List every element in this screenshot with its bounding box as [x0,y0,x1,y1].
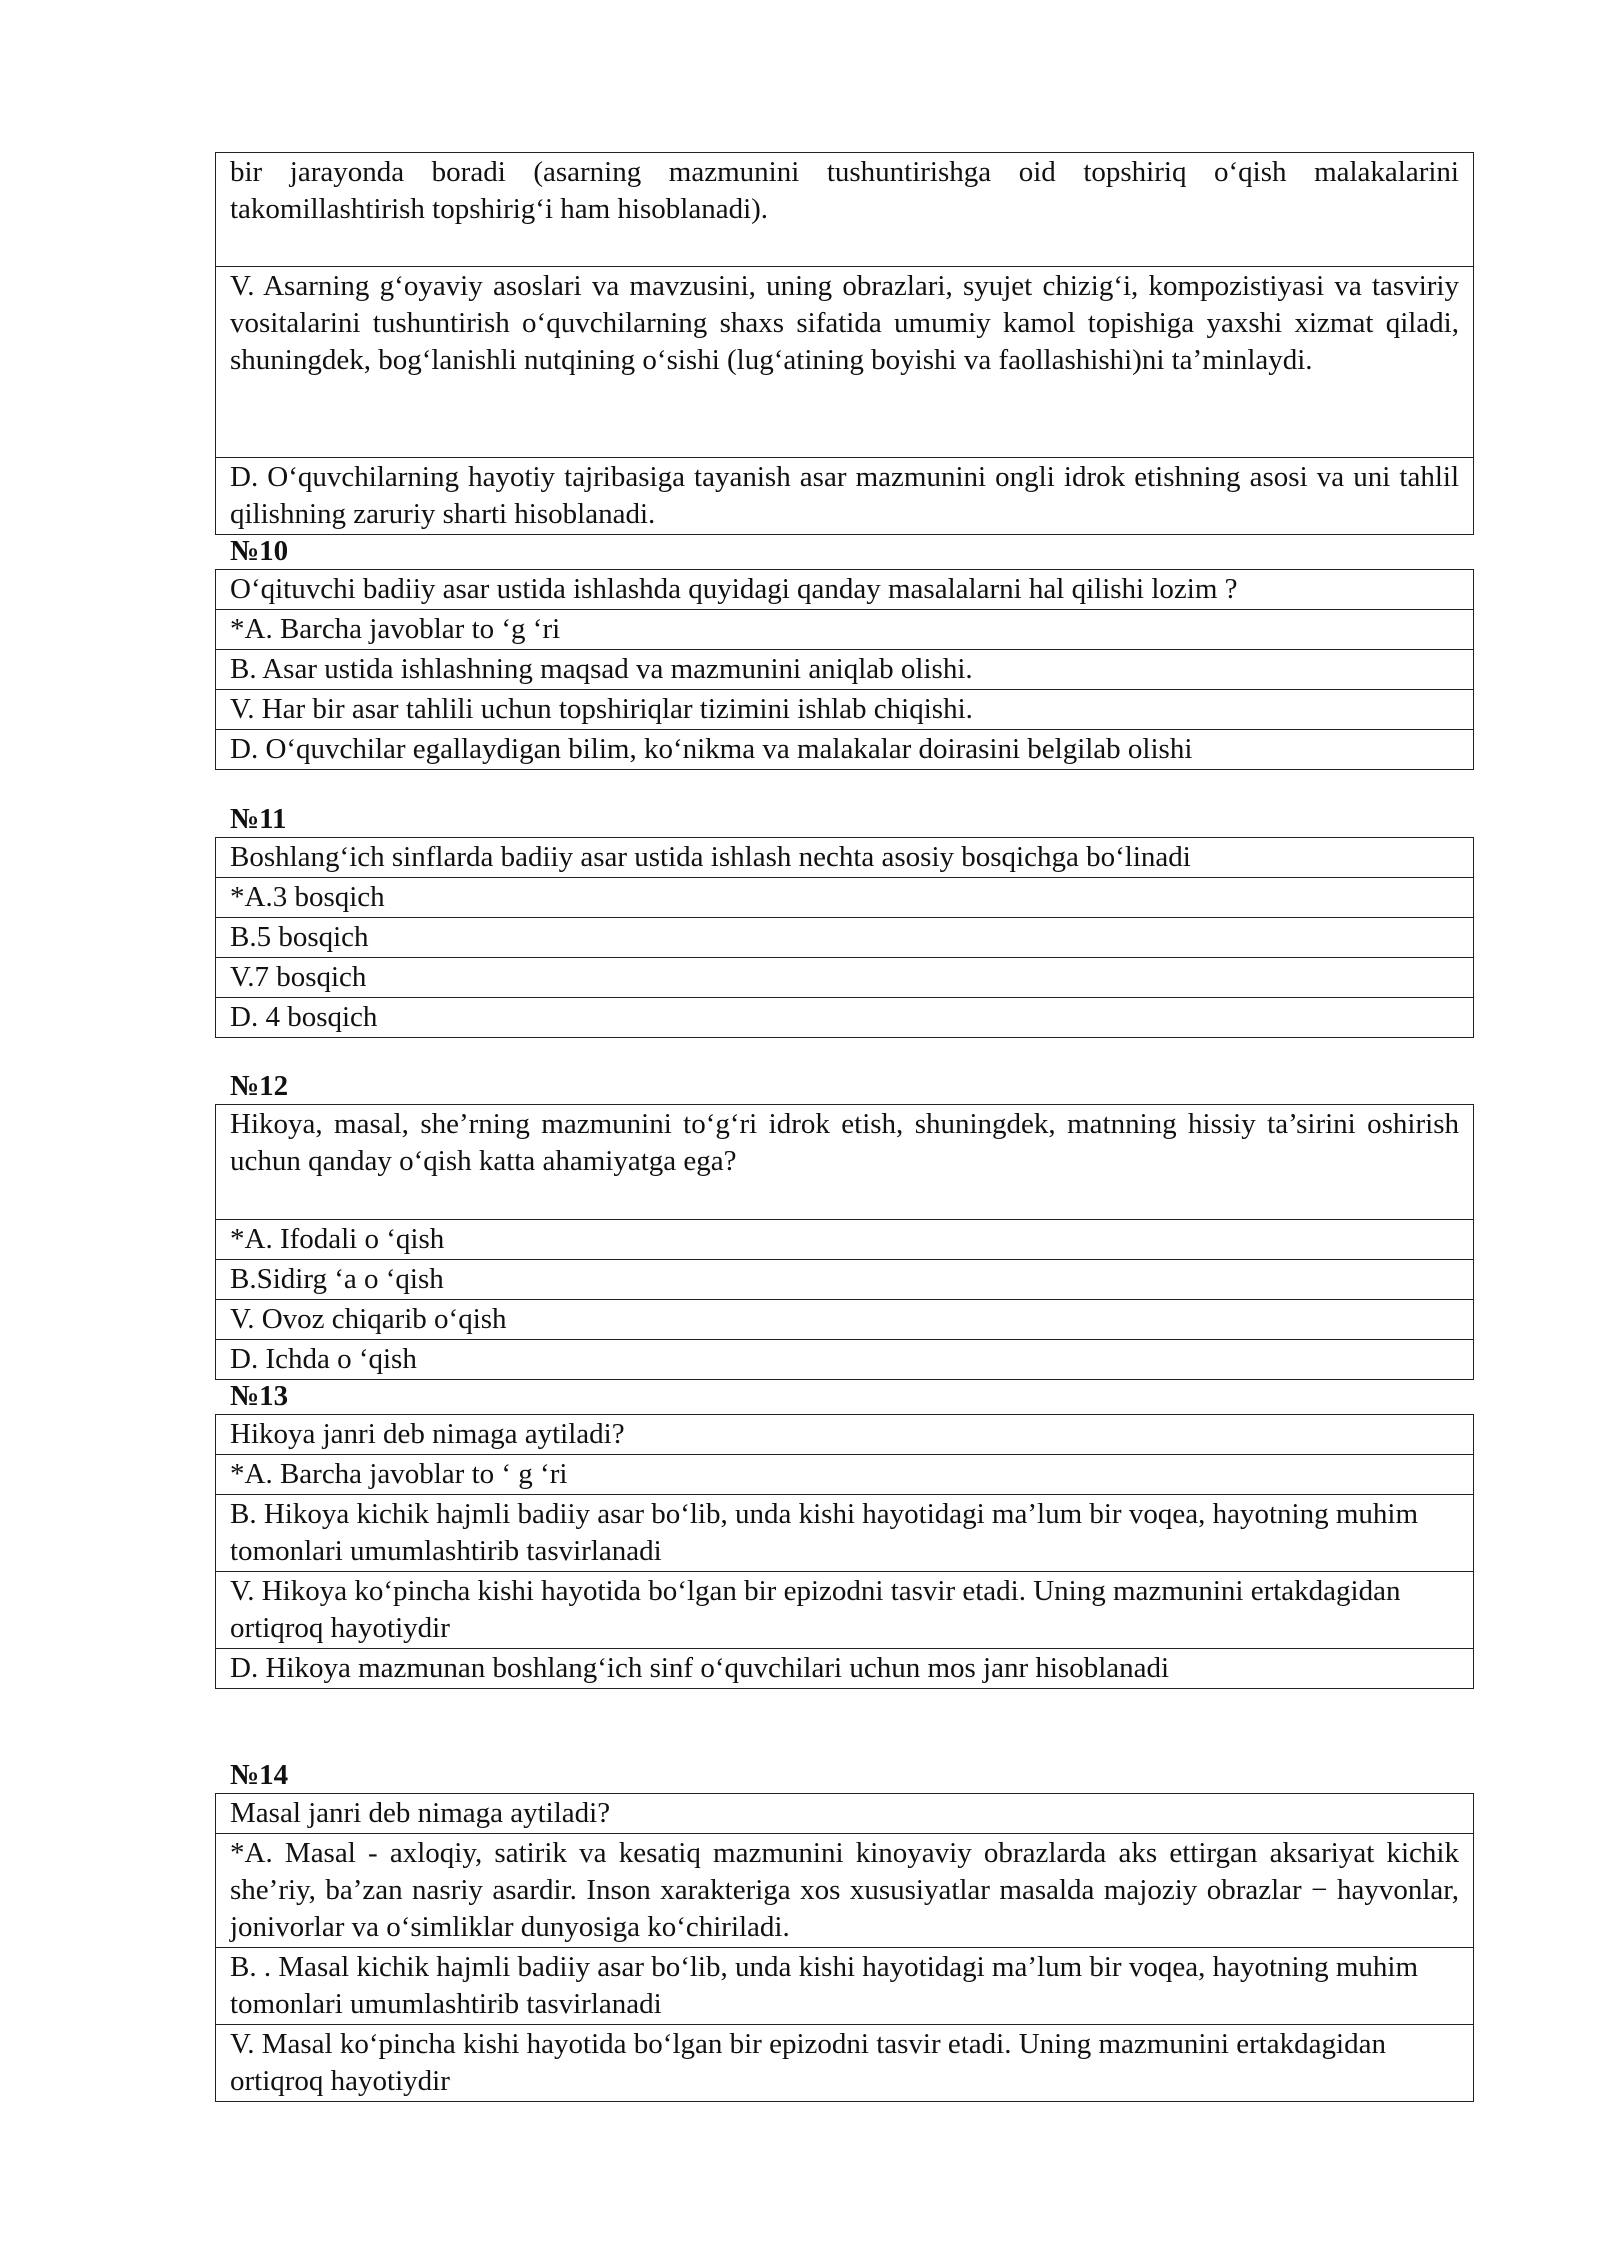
table-row [216,1649,1474,1689]
table-row [216,570,1474,610]
question-10-table [215,569,1474,770]
continuation-table [215,152,1474,535]
table-row [216,610,1474,650]
table-row [216,958,1474,998]
table-row [216,1495,1474,1572]
table-row [216,153,1474,267]
answer-option: D. Hikoya mazmunan boshlang‘ich sinf o‘quvchilari uchun mos janr hisoblanadi [216,1649,1474,1689]
table-row [216,1300,1474,1340]
answer-option: B.Sidirg ‘a o ‘qish [216,1260,1474,1300]
question-text: Boshlang‘ich sinflarda badiiy asar ustida ishlash nechta asosiy bosqichga bo‘linadi [216,838,1474,878]
answer-option: D. 4 bosqich [216,998,1474,1038]
question-10 [215,569,1474,770]
answer-option: B. Hikoya kichik hajmli badiiy asar bo‘lib, unda kishi hayotidagi ma’lum bir voqea, hayotning muhim tomonlari umumlashtirib tasvirlanadi [216,1495,1474,1572]
table-row [216,267,1474,458]
answer-option: *A. Masal - axloqiy, satirik va kesatiq mazmunini kinoyaviy obrazlarda aks ettirgan aksariyat kichik she’riy, ba’zan nasriy asardir. Inson xarakteriga xos xususiyatlar masalda majoziy obrazlar − hayvonlar, jonivorlar va o‘simliklar dunyosiga ko‘chiriladi. [216,1834,1474,1948]
question-number-14: №14 [230,1759,289,1791]
table-row [216,690,1474,730]
answer-option: *A. Barcha javoblar to ‘ g ‘ri [216,1455,1474,1495]
answer-option: B. . Masal kichik hajmli badiiy asar bo‘lib, unda kishi hayotidagi ma’lum bir voqea, hayotning muhim tomonlari umumlashtirib tasvirlanadi [216,1948,1474,2025]
question-continuation [215,152,1474,535]
question-number-11: №11 [230,803,287,835]
question-text: Hikoya janri deb nimaga aytiladi? [216,1415,1474,1455]
question-13-table [215,1414,1474,1689]
table-row [216,1220,1474,1260]
answer-cell: bir jarayonda boradi (asarning mazmunini tushuntirishga oid topshiriq o‘qish malakalarini takomillashtirish topshirig‘i ham hisoblanadi). [216,153,1474,267]
question-number-13: №13 [230,1380,289,1412]
table-row [216,1834,1474,1948]
question-12-table [215,1104,1474,1380]
question-12 [215,1104,1474,1380]
answer-option: D. Ichda o ‘qish [216,1340,1474,1380]
table-row [216,1948,1474,2025]
answer-cell: V. Asarning g‘oyaviy asoslari va mavzusini, uning obrazlari, syujet chizig‘i, kompozistiyasi va tasviriy vositalarini tushuntirish o‘quvchilarning shaxs sifatida umumiy kamol topishiga yaxshi xizmat qiladi, shuningdek, bog‘lanishli nutqining o‘sishi (lug‘atining boyishi va faollashishi)ni ta’minlaydi. [216,267,1474,458]
table-row [216,1340,1474,1380]
answer-option: V. Har bir asar tahlili uchun topshiriqlar tizimini ishlab chiqishi. [216,690,1474,730]
table-row [216,1260,1474,1300]
answer-option: *A.3 bosqich [216,878,1474,918]
question-11 [215,837,1474,1038]
question-14 [215,1793,1474,2102]
answer-option: *A. Ifodali o ‘qish [216,1220,1474,1260]
table-row [216,1105,1474,1220]
answer-option: V. Hikoya ko‘pincha kishi hayotida bo‘lgan bir epizodni tasvir etadi. Uning mazmunini ertakdagidan ortiqroq hayotiydir [216,1572,1474,1649]
table-row [216,730,1474,770]
question-number-10: №10 [230,535,289,567]
answer-option: B. Asar ustida ishlashning maqsad va mazmunini aniqlab olishi. [216,650,1474,690]
answer-option: B.5 bosqich [216,918,1474,958]
question-14-table [215,1793,1474,2102]
question-text: Masal janri deb nimaga aytiladi? [216,1794,1474,1834]
question-13 [215,1414,1474,1689]
question-text: Hikoya, masal, she’rning mazmunini to‘g‘ri idrok etish, shuningdek, matnning hissiy ta’sirini oshirish uchun qanday o‘qish katta ahamiyatga ega? [216,1105,1474,1220]
table-row [216,2025,1474,2102]
answer-option: D. O‘quvchilar egallaydigan bilim, ko‘nikma va malakalar doirasini belgilab olishi [216,730,1474,770]
table-row [216,918,1474,958]
table-row [216,1415,1474,1455]
table-row [216,998,1474,1038]
answer-option: V. Masal ko‘pincha kishi hayotida bo‘lgan bir epizodni tasvir etadi. Uning mazmunini ertakdagidan ortiqroq hayotiydir [216,2025,1474,2102]
answer-option: *A. Barcha javoblar to ‘g ‘ri [216,610,1474,650]
table-row [216,1455,1474,1495]
question-text: O‘qituvchi badiiy asar ustida ishlashda quyidagi qanday masalalarni hal qilishi lozim ? [216,570,1474,610]
answer-option: V.7 bosqich [216,958,1474,998]
answer-cell: D. O‘quvchilarning hayotiy tajribasiga tayanish asar mazmunini ongli idrok etishning asosi va uni tahlil qilishning zaruriy sharti hisoblanadi. [216,458,1474,535]
table-row [216,1794,1474,1834]
question-number-12: №12 [230,1070,289,1102]
table-row [216,458,1474,535]
table-row [216,650,1474,690]
table-row [216,878,1474,918]
table-row [216,838,1474,878]
answer-option: V. Ovoz chiqarib o‘qish [216,1300,1474,1340]
table-row [216,1572,1474,1649]
question-11-table [215,837,1474,1038]
